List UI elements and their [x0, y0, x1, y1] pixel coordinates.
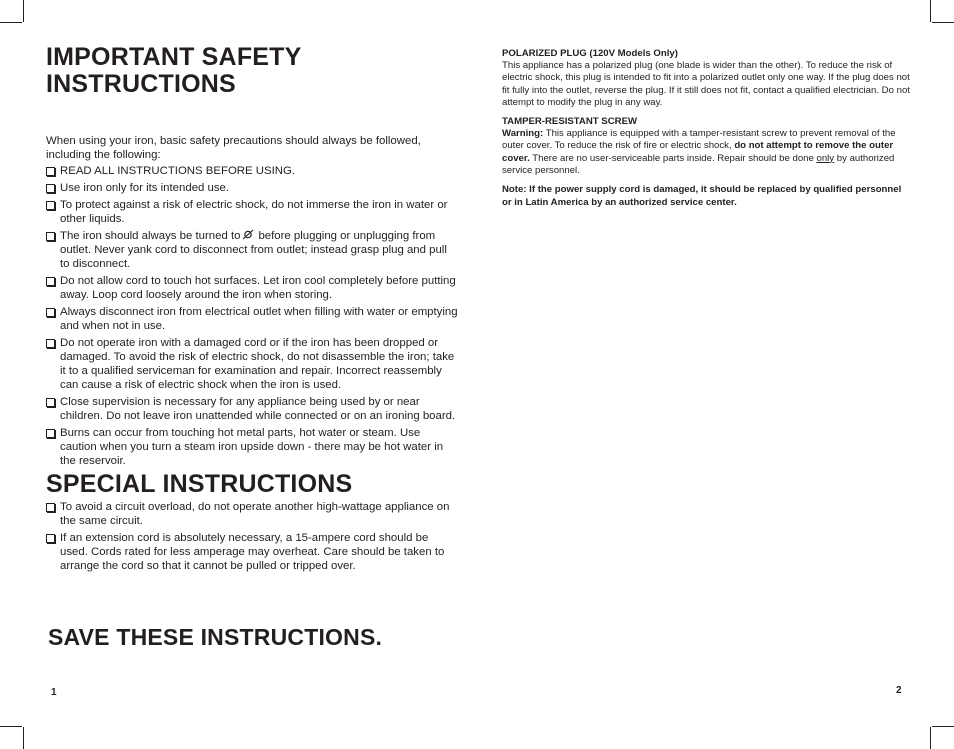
intro-text: When using your iron, basic safety precautions should always be followed, including the following:	[46, 135, 421, 161]
checkbox-icon	[46, 398, 55, 407]
list-item: Burns can occur from touching hot metal parts, hot water or steam. Use caution when you turn a steam iron upside down - there may be hot water in the reservoir.	[46, 426, 458, 468]
checkbox-icon	[46, 339, 55, 348]
iron-off-icon	[242, 229, 254, 240]
page-number-left: 1	[51, 687, 57, 698]
checkbox-icon	[46, 503, 55, 512]
list-item: Always disconnect iron from electrical outlet when filling with water or emptying and when not in use.	[46, 305, 458, 333]
list-item: Do not operate iron with a damaged cord or if the iron has been dropped or damaged. To avoid the risk of electric shock, do not disassemble the iron; take it to a qualified serviceman for examination and repair. Incorrect reassembly can cause a risk of electric shock when the iron is used.	[46, 336, 458, 392]
list-item: If an extension cord is absolutely necessary, a 15-ampere cord should be used. Cords rated for less amperage may overheat. Care should be taken to arrange the cord so that it cannot be pulled or tripped over.	[46, 531, 458, 573]
checkbox-icon	[46, 534, 55, 543]
checkbox-icon	[46, 167, 55, 176]
checkbox-icon	[46, 308, 55, 317]
crop-mark-tr-v	[930, 0, 931, 22]
list-item: Use iron only for its intended use.	[46, 181, 458, 195]
safety-list	[46, 164, 458, 468]
tamper-screw-heading: TAMPER-RESISTANT SCREW	[502, 116, 638, 128]
checkbox-icon	[46, 232, 55, 241]
tamper-screw-text: Warning: This appliance is equipped with a tamper-resistant screw to prevent removal of the outer cover. To reduce the risk of fire or electric shock, do not attempt to remove the outer cover. There are no user-serviceable parts inside. Repair should be done only by authorized service personnel.	[502, 128, 896, 177]
list-item: Do not allow cord to touch hot surfaces. Let iron cool completely before putting away. Loop cord loosely around the iron when storing.	[46, 274, 458, 302]
checkbox-icon	[46, 429, 55, 438]
list-item: To protect against a risk of electric shock, do not immerse the iron in water or other liquids.	[46, 198, 458, 226]
crop-mark-bl-v	[23, 727, 24, 749]
special-list	[46, 500, 458, 573]
save-instructions-heading: SAVE THESE INSTRUCTIONS.	[48, 624, 383, 650]
polarized-plug-heading: POLARIZED PLUG (120V Models Only)	[502, 48, 678, 59]
checkbox-icon	[46, 201, 55, 210]
checkbox-icon	[46, 277, 55, 286]
checkbox-icon	[46, 184, 55, 193]
list-item: To avoid a circuit overload, do not operate another high-wattage appliance on the same circuit.	[46, 500, 458, 528]
power-cord-note: Note: If the power supply cord is damaged, it should be replaced by qualified personnel or in Latin America by an authorized service center.	[502, 184, 902, 208]
list-item: Close supervision is necessary for any appliance being used by or near children. Do not leave iron unattended while connected or on an ironing board.	[46, 395, 458, 423]
crop-mark-tr-h	[932, 22, 954, 23]
crop-mark-bl-h	[0, 726, 22, 727]
page-number-right: 2	[896, 685, 902, 696]
special-instructions-heading: SPECIAL INSTRUCTIONS	[46, 470, 353, 498]
polarized-plug-text: This appliance has a polarized plug (one blade is wider than the other). To reduce the risk of electric shock, this plug is intended to fit into a polarized outlet only one way. If the plug does not fit fully into the outlet, reverse the plug. If it still does not fit, contact a qualified electrician. Do not attempt to modify the plug in any way.	[502, 60, 910, 108]
list-item: READ ALL INSTRUCTIONS BEFORE USING.	[46, 164, 458, 178]
crop-mark-br-h	[932, 726, 954, 727]
warning-label: Warning:	[502, 128, 544, 140]
left-page	[46, 44, 458, 576]
crop-mark-tl-v	[23, 0, 24, 22]
crop-mark-tl-h	[0, 22, 22, 23]
page-title: IMPORTANT SAFETY INSTRUCTIONS	[46, 43, 302, 98]
crop-mark-br-v	[930, 727, 931, 749]
list-item: The iron should always be turned to before plugging or unplugging from outlet. Never yank cord to disconnect from outlet; instead grasp plug and pull to disconnect.	[46, 229, 458, 271]
right-page	[502, 48, 910, 216]
